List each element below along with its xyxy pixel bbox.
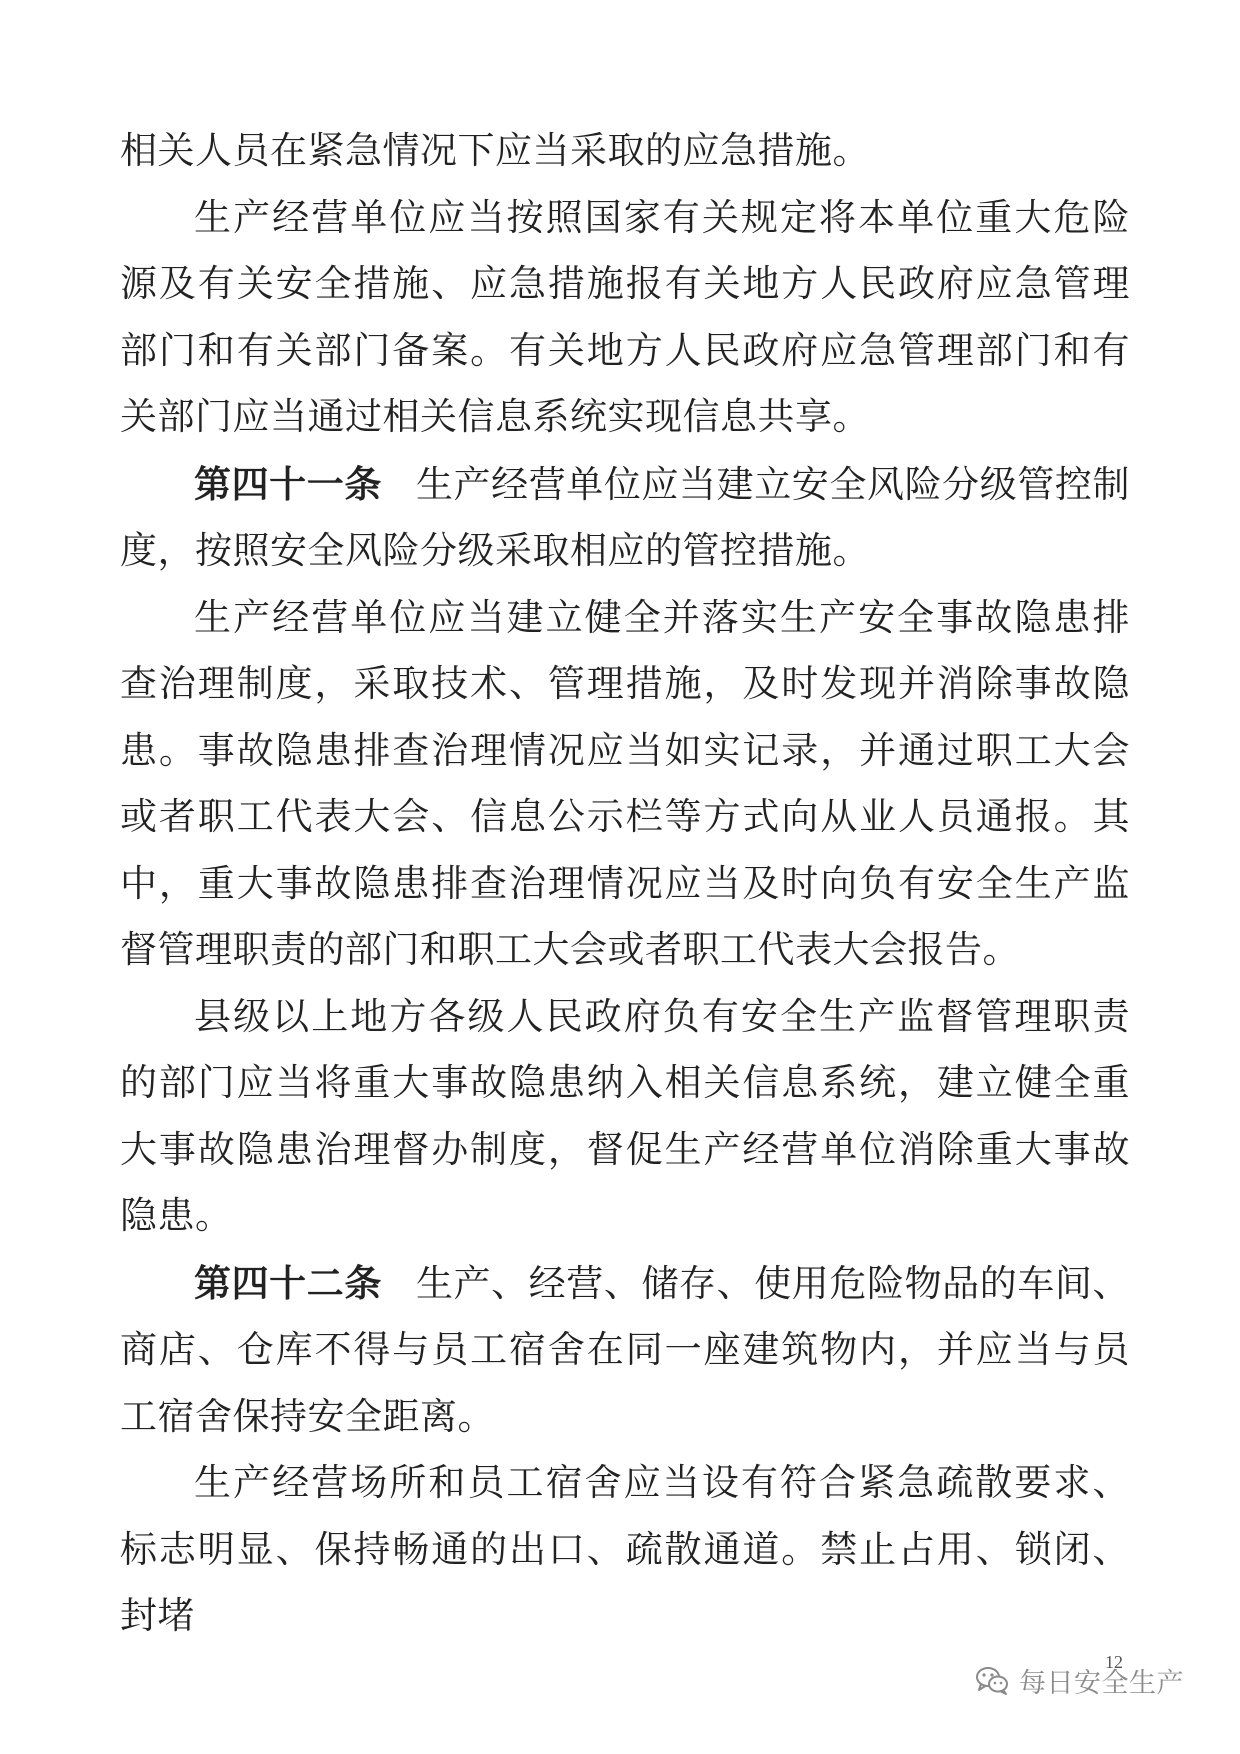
document-body: [120, 118, 1130, 1650]
article-number: 第四十一条: [194, 461, 382, 506]
paragraph-text: 相关人员在紧急情况下应当采取的应急措施。: [120, 129, 870, 172]
wechat-icon: [975, 1665, 1009, 1695]
article-42: [120, 1250, 1130, 1451]
paragraph-1: [120, 118, 1130, 185]
paragraph-text: 生产经营场所和员工宿舍应当设有符合紧急疏散要求、标志明显、保持畅通的出口、疏散通道。禁止占用、锁闭、封堵: [120, 1461, 1130, 1637]
watermark-text: 每日安全生产: [1019, 1667, 1184, 1699]
paragraph-text: 生产、经营、储存、使用危险物品的车间、商店、仓库不得与员工宿舍在同一座建筑物内，并应当与员工宿舍保持安全距离。: [120, 1261, 1131, 1438]
paragraph-text: 生产经营单位应当按照国家有关规定将本单位重大危险源及有关安全措施、应急措施报有关地方人民政府应急管理部门和有关部门备案。有关地方人民政府应急管理部门和有关部门应当通过相关信息系统实现信息共享。: [120, 195, 1130, 438]
article-41: [120, 451, 1130, 585]
paragraph-text: 生产经营单位应当建立健全并落实生产安全事故隐患排查治理制度，采取技术、管理措施，及时发现并消除事故隐患。事故隐患排查治理情况应当如实记录，并通过职工大会或者职工代表大会、信息公示栏等方式向从业人员通报。其中，重大事故隐患排查治理情况应当及时向负有安全生产监督管理职责的部门和职工大会或者职工代表大会报告。: [120, 595, 1130, 971]
page-number: 12: [1105, 1652, 1123, 1672]
paragraph-text: 县级以上地方各级人民政府负有安全生产监督管理职责的部门应当将重大事故隐患纳入相关信息系统，建立健全重大事故隐患治理督办制度，督促生产经营单位消除重大事故隐患。: [120, 994, 1130, 1237]
paragraph-2: [120, 185, 1130, 451]
paragraph-text: 生产经营单位应当建立安全风险分级管控制度，按照安全风险分级采取相应的管控措施。: [120, 462, 1131, 572]
article-number: 第四十二条: [194, 1260, 382, 1305]
paragraph-5: [120, 984, 1130, 1250]
paragraph-4: [120, 585, 1130, 984]
watermark: [975, 1660, 1184, 1700]
paragraph-7: [120, 1450, 1130, 1650]
